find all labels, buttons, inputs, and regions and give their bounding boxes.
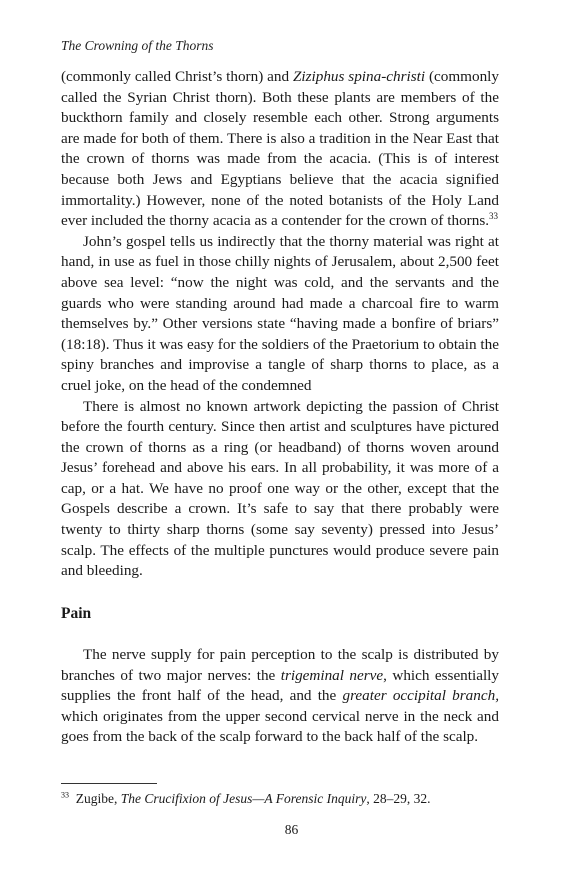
paragraph-1-species-name: Ziziphus spina-christi (292, 68, 426, 85)
footnote-pages: , 28–29, 32. (366, 791, 431, 806)
footnote-title: The Crucifixion of Jesus—A Forensic Inquiry (120, 791, 367, 806)
footnote-number: 33 (61, 790, 69, 800)
pain-paragraph (61, 645, 499, 748)
page-number: 86 (284, 822, 299, 837)
paragraph-1-text-c: (commonly called the Syrian Christ thorn). Both these plants are members of the buckthorn family and closely resemble each other. Strong arguments are made for both of them. There is also a tradition in the Near East that the crown of thorns was made from the acacia. (This is of interest because both Jews and Egyptians believe that the acacia signified immortality.) However, none of the noted botanists of the Holy Land ever included the thorny acacia as a contender for the crown of thorns. (61, 68, 499, 230)
paragraph-1 (61, 67, 499, 232)
body-text (61, 67, 499, 582)
paragraph-1-text-a: (commonly called Christ’s thorn) and (61, 68, 293, 85)
paragraph-2: John’s gospel tells us indirectly that the thorny material was right at hand, in use as fuel in those chilly nights of Jerusalem, about 2,500 feet above sea level: “now the night was cold, and the servants and the guards who were standing around had made a charcoal fire to warm themselves by.” Other versions state “having made a bonfire of briars” (18:18). Thus it was easy for the soldiers of the Praetorium to obtain the spiny branches and improvise a tangle of sharp thorns to place, as a cruel joke, on the head of the condemned (61, 232, 499, 394)
footnote (61, 790, 499, 808)
pain-section-text (61, 645, 499, 748)
pain-paragraph-text-e: which originates from the upper second cervical nerve in the neck and goes from the back of the scalp forward to the back half of the scalp. (61, 707, 499, 746)
footnote-reference: 33 (489, 211, 499, 222)
section-heading: Pain (61, 605, 92, 622)
pain-paragraph-text-c: , which essentially supplies the front half of the head, and the (61, 666, 499, 705)
footnote-divider (61, 783, 157, 784)
pain-paragraph-term-2: greater occipital branch, (342, 687, 499, 705)
pain-paragraph-text-a: The nerve supply for pain perception to the scalp is distributed by branches of two major nerves: the (61, 646, 499, 684)
paragraph-3: There is almost no known artwork depicting the passion of Christ before the fourth century. Since then artist and sculptures have pictured the crown of thorns as a ring (or headband) of thorns woven around Jesus’ forehead and above his ears. In all probability, it was more of a cap, or a hat. We have no proof one way or the other, except that the Gospels describe a crown. It’s safe to say that there probably were twenty to thirty sharp thorns (some say seventy) pressed into Jesus’ scalp. The effects of the multiple punctures would produce severe pain and bleeding. (61, 397, 499, 580)
pain-paragraph-term-1: trigeminal nerve (280, 666, 384, 684)
footnote-author: Zugibe, (75, 791, 121, 806)
running-head: The Crowning of the Thorns (61, 38, 214, 53)
